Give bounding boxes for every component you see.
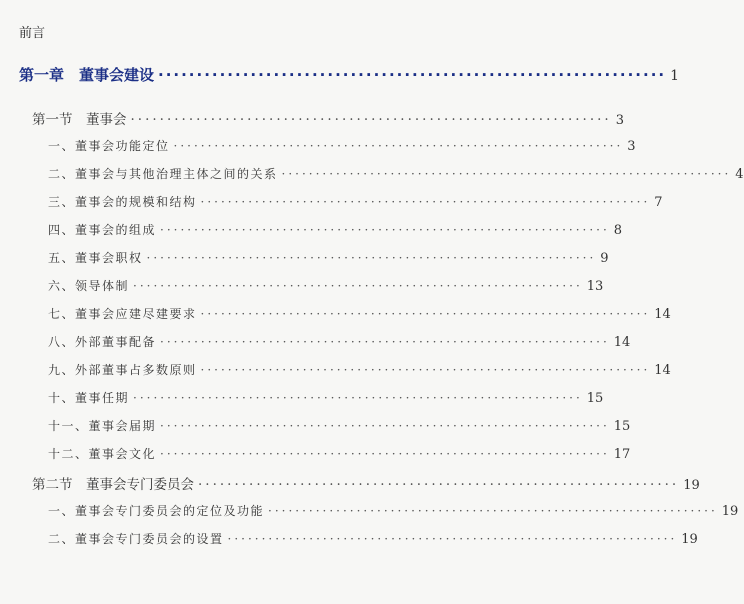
dot-leader: ·································································· (133, 391, 583, 405)
dot-leader: ·································································· (160, 447, 610, 461)
item-page-number: 14 (654, 307, 671, 322)
toc-item[interactable] (48, 389, 604, 406)
item-page-number: 19 (681, 532, 698, 547)
dot-leader: ·································································· (227, 532, 678, 546)
toc-item[interactable] (48, 502, 739, 519)
toc-item[interactable] (48, 249, 609, 266)
item-label: 五、董事会职权 (48, 251, 143, 265)
dot-leader: ·································································· (133, 279, 583, 293)
toc-item[interactable] (48, 193, 663, 210)
dot-leader: ·································································· (146, 251, 597, 265)
dot-leader: ·································································· (281, 167, 732, 181)
item-page-number: 8 (613, 223, 623, 238)
item-label: 九、外部董事占多数原则 (48, 363, 197, 377)
item-label: 二、董事会与其他治理主体之间的关系 (48, 167, 278, 181)
item-page-number: 3 (627, 139, 636, 154)
section-title: 第一节 董事会 (32, 112, 127, 128)
dot-leader: ·································································· (173, 139, 624, 153)
toc-section-1[interactable] (32, 108, 625, 128)
toc-item[interactable] (48, 305, 671, 322)
toc-item[interactable] (48, 417, 631, 434)
item-page-number: 13 (586, 279, 604, 294)
dot-leader: ·································································· (198, 477, 680, 493)
toc-item[interactable] (48, 530, 698, 547)
item-label: 三、董事会的规模和结构 (48, 195, 197, 209)
preface-heading: 前言 (19, 26, 46, 41)
item-page-number: 4 (735, 167, 744, 182)
toc-item[interactable] (48, 333, 631, 350)
item-label: 六、领导体制 (48, 279, 130, 293)
section-page-number: 3 (615, 113, 625, 128)
dot-leader: ·································································· (160, 419, 610, 433)
item-label: 二、董事会专门委员会的设置 (48, 532, 224, 546)
item-label: 七、董事会应建尽建要求 (48, 307, 197, 321)
item-page-number: 14 (654, 363, 671, 378)
item-page-number: 9 (600, 251, 609, 266)
section-title: 第二节 董事会专门委员会 (32, 477, 194, 493)
item-label: 四、董事会的组成 (48, 223, 157, 237)
toc-item[interactable] (48, 361, 671, 378)
item-page-number: 19 (721, 504, 739, 519)
chapter-title: 第一章 董事会建设 (19, 66, 155, 84)
item-label: 十、董事任期 (48, 391, 130, 405)
dot-leader: ·································································· (200, 307, 651, 321)
dot-leader: ·································································· (268, 504, 718, 518)
dot-leader: ·································································· (160, 335, 610, 349)
section-page-number: 19 (683, 478, 700, 493)
item-label: 一、董事会专门委员会的定位及功能 (48, 504, 265, 518)
item-label: 十二、董事会文化 (48, 447, 157, 461)
toc-chapter-1[interactable] (19, 64, 680, 85)
item-label: 一、董事会功能定位 (48, 139, 170, 153)
toc-item[interactable] (48, 221, 623, 238)
chapter-page-number: 1 (670, 68, 680, 84)
dot-leader: ·································································· (160, 223, 610, 237)
toc-section-2[interactable] (32, 473, 700, 493)
item-page-number: 17 (613, 447, 631, 462)
dot-leader: ·································································· (158, 66, 667, 84)
toc-item[interactable] (48, 445, 631, 462)
item-label: 十一、董事会届期 (48, 419, 157, 433)
toc-item[interactable] (48, 165, 744, 182)
item-page-number: 7 (654, 195, 663, 210)
item-page-number: 15 (613, 419, 631, 434)
dot-leader: ·································································· (200, 195, 651, 209)
item-label: 八、外部董事配备 (48, 335, 157, 349)
toc-item[interactable] (48, 277, 604, 294)
item-page-number: 14 (613, 335, 631, 350)
item-page-number: 15 (586, 391, 604, 406)
dot-leader: ·································································· (200, 363, 651, 377)
dot-leader: ·································································· (130, 112, 612, 128)
toc-item[interactable] (48, 137, 636, 154)
